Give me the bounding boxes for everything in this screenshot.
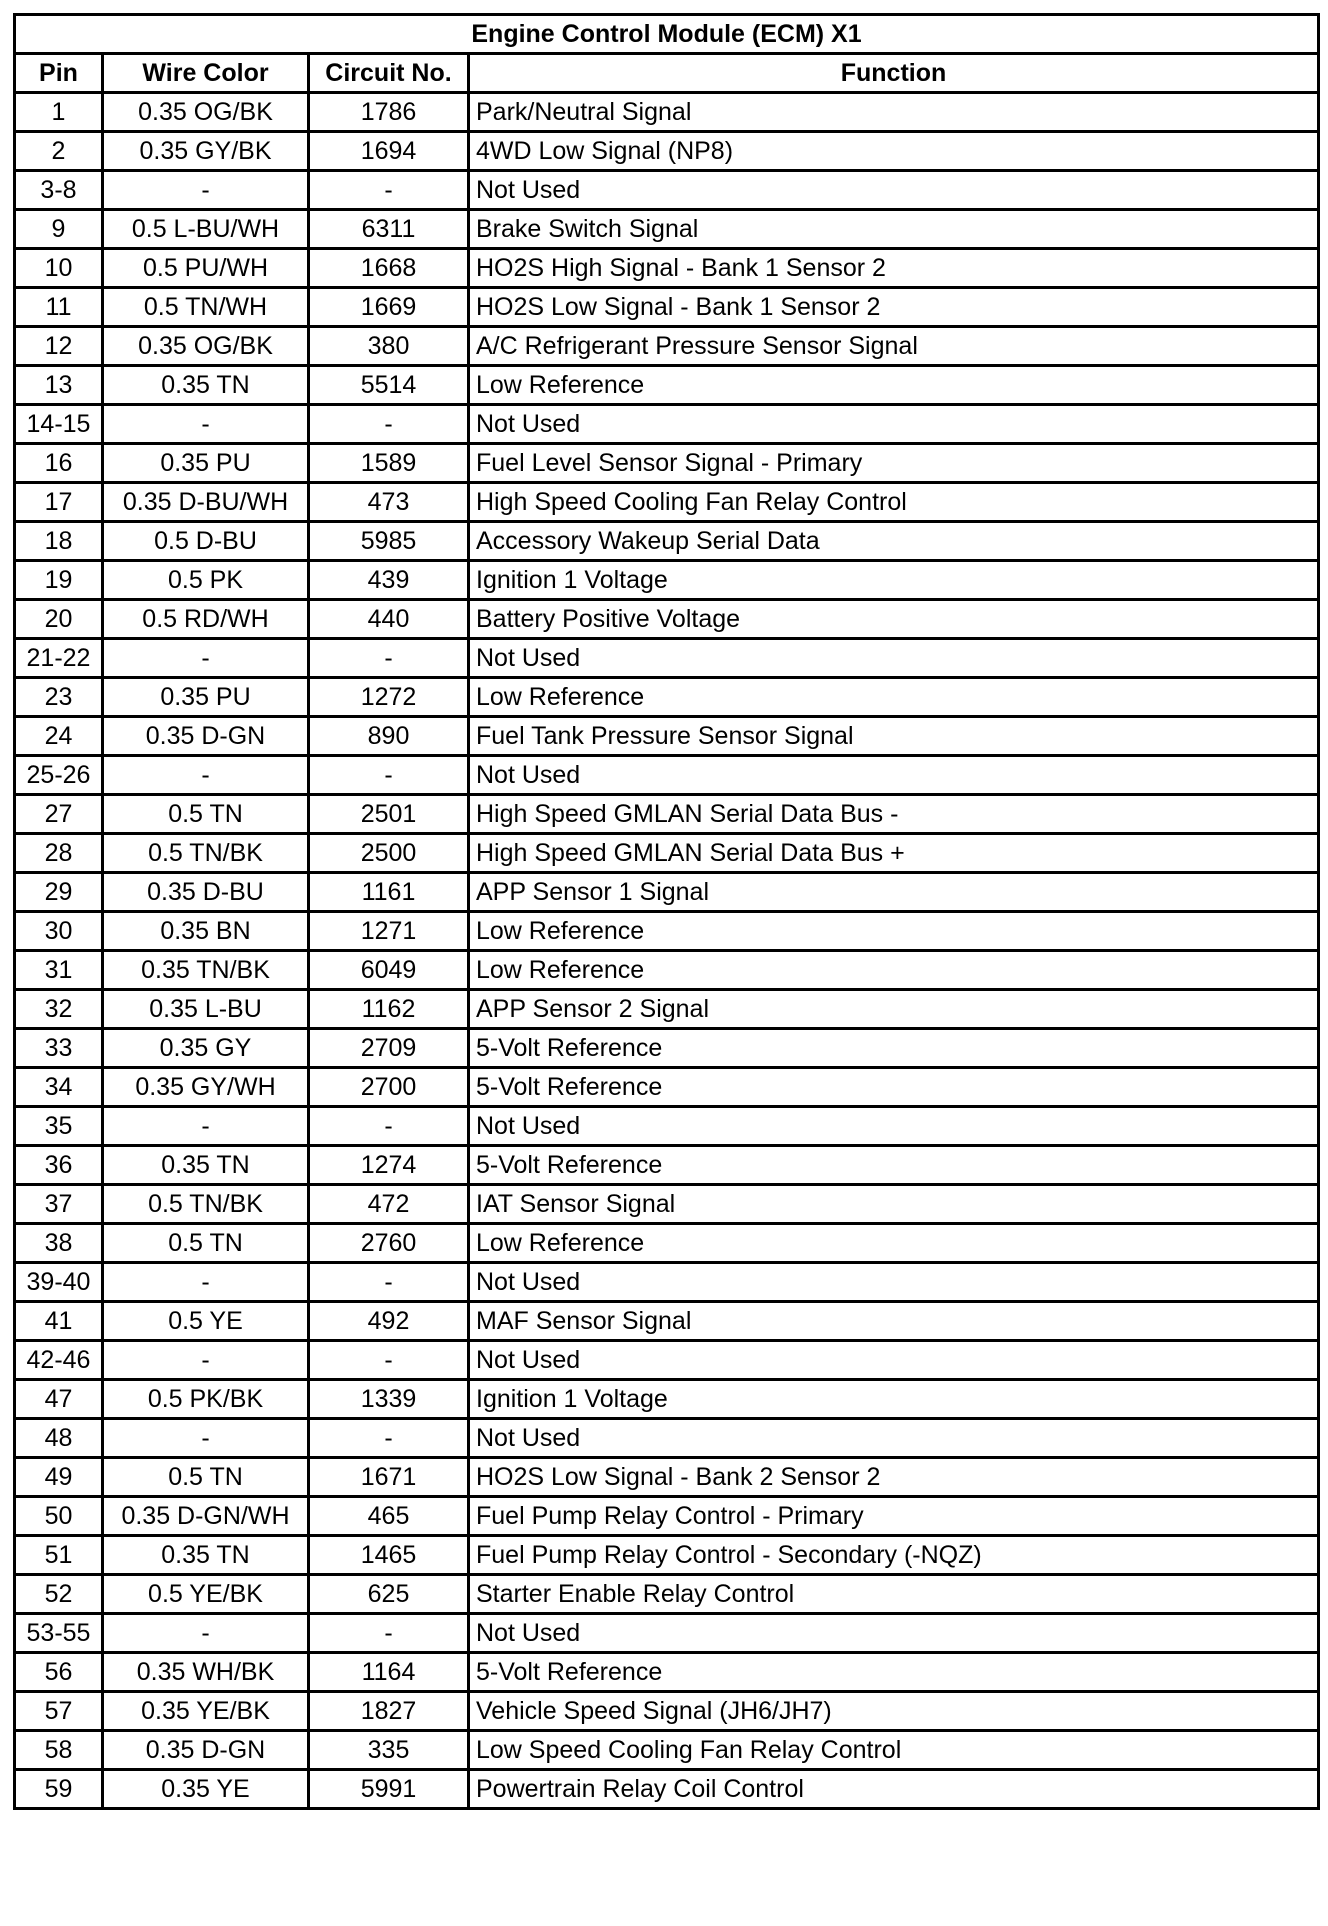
function-cell: High Speed GMLAN Serial Data Bus +	[469, 834, 1319, 873]
pin-cell: 57	[15, 1692, 103, 1731]
pin-cell: 58	[15, 1731, 103, 1770]
wire-color-cell: 0.35 D-BU/WH	[103, 483, 309, 522]
circuit-no-cell: 1161	[309, 873, 469, 912]
pin-cell: 59	[15, 1770, 103, 1809]
wire-color-cell: 0.35 GY/BK	[103, 132, 309, 171]
function-cell: Not Used	[469, 639, 1319, 678]
wire-color-cell: 0.35 YE/BK	[103, 1692, 309, 1731]
wire-color-cell: 0.5 TN	[103, 1458, 309, 1497]
table-row	[15, 951, 1319, 990]
circuit-no-cell: 2709	[309, 1029, 469, 1068]
table-row	[15, 1263, 1319, 1302]
table-row	[15, 1770, 1319, 1809]
function-column-header: Function	[469, 54, 1319, 93]
table-row	[15, 990, 1319, 1029]
wire-color-cell: 0.5 RD/WH	[103, 600, 309, 639]
wire-color-cell: 0.5 TN/BK	[103, 834, 309, 873]
circuit-no-cell: 2501	[309, 795, 469, 834]
circuit-no-cell: 2700	[309, 1068, 469, 1107]
function-cell: Low Reference	[469, 912, 1319, 951]
wire-color-cell: 0.35 TN	[103, 1536, 309, 1575]
table-row	[15, 756, 1319, 795]
circuit-no-cell: 890	[309, 717, 469, 756]
circuit-no-cell: 380	[309, 327, 469, 366]
table-row	[15, 522, 1319, 561]
pin-cell: 28	[15, 834, 103, 873]
wire-color-cell: 0.35 TN	[103, 366, 309, 405]
wire-color-cell: 0.35 GY	[103, 1029, 309, 1068]
table-row	[15, 1419, 1319, 1458]
pin-cell: 33	[15, 1029, 103, 1068]
circuit-no-cell: 1589	[309, 444, 469, 483]
function-cell: Brake Switch Signal	[469, 210, 1319, 249]
wire-color-cell: 0.35 TN/BK	[103, 951, 309, 990]
pin-cell: 52	[15, 1575, 103, 1614]
circuit-no-cell: 1164	[309, 1653, 469, 1692]
function-cell: IAT Sensor Signal	[469, 1185, 1319, 1224]
function-cell: MAF Sensor Signal	[469, 1302, 1319, 1341]
function-cell: Powertrain Relay Coil Control	[469, 1770, 1319, 1809]
function-cell: Low Reference	[469, 366, 1319, 405]
pin-cell: 23	[15, 678, 103, 717]
table-row	[15, 93, 1319, 132]
table-row	[15, 717, 1319, 756]
circuit-no-cell: -	[309, 1614, 469, 1653]
table-title-row	[15, 15, 1319, 54]
pin-cell: 2	[15, 132, 103, 171]
circuit-no-cell: 6049	[309, 951, 469, 990]
table-row	[15, 834, 1319, 873]
function-cell: HO2S Low Signal - Bank 2 Sensor 2	[469, 1458, 1319, 1497]
wire-color-cell: 0.5 D-BU	[103, 522, 309, 561]
table-body	[15, 93, 1319, 1809]
circuit-no-cell: -	[309, 171, 469, 210]
pin-cell: 34	[15, 1068, 103, 1107]
pin-cell: 56	[15, 1653, 103, 1692]
table-row	[15, 210, 1319, 249]
circuit-no-cell: 439	[309, 561, 469, 600]
pin-column-header: Pin	[15, 54, 103, 93]
pin-cell: 41	[15, 1302, 103, 1341]
table-row	[15, 1575, 1319, 1614]
table-row	[15, 366, 1319, 405]
circuit-no-cell: 1272	[309, 678, 469, 717]
function-cell: APP Sensor 1 Signal	[469, 873, 1319, 912]
function-cell: HO2S Low Signal - Bank 1 Sensor 2	[469, 288, 1319, 327]
table-row	[15, 1458, 1319, 1497]
function-cell: Fuel Tank Pressure Sensor Signal	[469, 717, 1319, 756]
table-title: Engine Control Module (ECM) X1	[15, 15, 1319, 54]
circuit-no-cell: 5985	[309, 522, 469, 561]
wire-color-cell: -	[103, 1614, 309, 1653]
wire-color-cell: 0.5 TN/BK	[103, 1185, 309, 1224]
pin-cell: 19	[15, 561, 103, 600]
circuit-no-cell: 6311	[309, 210, 469, 249]
pin-cell: 39-40	[15, 1263, 103, 1302]
pin-cell: 37	[15, 1185, 103, 1224]
table-row	[15, 639, 1319, 678]
circuit-no-cell: 5991	[309, 1770, 469, 1809]
function-cell: Low Reference	[469, 951, 1319, 990]
table-row	[15, 1068, 1319, 1107]
pin-cell: 24	[15, 717, 103, 756]
table-row	[15, 873, 1319, 912]
table-row	[15, 1380, 1319, 1419]
pin-cell: 47	[15, 1380, 103, 1419]
circuit-no-cell: 5514	[309, 366, 469, 405]
pin-cell: 3-8	[15, 171, 103, 210]
function-cell: Not Used	[469, 405, 1319, 444]
function-cell: 5-Volt Reference	[469, 1146, 1319, 1185]
pin-cell: 21-22	[15, 639, 103, 678]
table-row	[15, 561, 1319, 600]
table-row	[15, 1185, 1319, 1224]
pin-cell: 30	[15, 912, 103, 951]
table-row	[15, 1536, 1319, 1575]
circuit-no-cell: 1668	[309, 249, 469, 288]
function-cell: Low Reference	[469, 1224, 1319, 1263]
wire-color-cell: 0.5 YE	[103, 1302, 309, 1341]
table-row	[15, 327, 1319, 366]
circuit-no-cell: 1271	[309, 912, 469, 951]
function-cell: Accessory Wakeup Serial Data	[469, 522, 1319, 561]
table-row	[15, 1107, 1319, 1146]
table-row	[15, 1497, 1319, 1536]
pin-cell: 32	[15, 990, 103, 1029]
circuit-no-cell: 1827	[309, 1692, 469, 1731]
wire-color-cell: 0.35 PU	[103, 444, 309, 483]
wire-color-cell: 0.5 PK	[103, 561, 309, 600]
pin-cell: 9	[15, 210, 103, 249]
circuit-no-cell: 1274	[309, 1146, 469, 1185]
pin-cell: 50	[15, 1497, 103, 1536]
table-row	[15, 171, 1319, 210]
pin-cell: 36	[15, 1146, 103, 1185]
circuit-no-cell: -	[309, 639, 469, 678]
wire-color-column-header: Wire Color	[103, 54, 309, 93]
function-cell: High Speed GMLAN Serial Data Bus -	[469, 795, 1319, 834]
circuit-no-cell: 1786	[309, 93, 469, 132]
pin-cell: 49	[15, 1458, 103, 1497]
pin-cell: 29	[15, 873, 103, 912]
function-cell: Fuel Level Sensor Signal - Primary	[469, 444, 1319, 483]
pin-cell: 16	[15, 444, 103, 483]
function-cell: Ignition 1 Voltage	[469, 561, 1319, 600]
wire-color-cell: 0.35 WH/BK	[103, 1653, 309, 1692]
function-cell: Fuel Pump Relay Control - Primary	[469, 1497, 1319, 1536]
table-row	[15, 1653, 1319, 1692]
circuit-no-cell: -	[309, 405, 469, 444]
pin-cell: 35	[15, 1107, 103, 1146]
circuit-no-cell: 465	[309, 1497, 469, 1536]
circuit-no-cell: 1465	[309, 1536, 469, 1575]
wire-color-cell: -	[103, 1419, 309, 1458]
function-cell: Park/Neutral Signal	[469, 93, 1319, 132]
wire-color-cell: 0.35 PU	[103, 678, 309, 717]
pin-cell: 10	[15, 249, 103, 288]
function-cell: Not Used	[469, 756, 1319, 795]
pin-cell: 42-46	[15, 1341, 103, 1380]
pin-cell: 48	[15, 1419, 103, 1458]
wire-color-cell: 0.5 TN	[103, 795, 309, 834]
circuit-no-cell: -	[309, 1341, 469, 1380]
table-row	[15, 1731, 1319, 1770]
circuit-no-cell: 625	[309, 1575, 469, 1614]
table-row	[15, 132, 1319, 171]
function-cell: High Speed Cooling Fan Relay Control	[469, 483, 1319, 522]
circuit-no-column-header: Circuit No.	[309, 54, 469, 93]
table-row	[15, 1614, 1319, 1653]
pin-cell: 17	[15, 483, 103, 522]
pin-cell: 13	[15, 366, 103, 405]
function-cell: Not Used	[469, 1419, 1319, 1458]
function-cell: 4WD Low Signal (NP8)	[469, 132, 1319, 171]
circuit-no-cell: 1671	[309, 1458, 469, 1497]
circuit-no-cell: 473	[309, 483, 469, 522]
wire-color-cell: 0.5 PK/BK	[103, 1380, 309, 1419]
function-cell: A/C Refrigerant Pressure Sensor Signal	[469, 327, 1319, 366]
circuit-no-cell: -	[309, 1263, 469, 1302]
wire-color-cell: -	[103, 171, 309, 210]
function-cell: HO2S High Signal - Bank 1 Sensor 2	[469, 249, 1319, 288]
wire-color-cell: 0.35 D-GN	[103, 1731, 309, 1770]
table-row	[15, 600, 1319, 639]
wire-color-cell: 0.5 TN/WH	[103, 288, 309, 327]
circuit-no-cell: 1694	[309, 132, 469, 171]
pin-cell: 31	[15, 951, 103, 990]
pin-cell: 1	[15, 93, 103, 132]
pin-cell: 25-26	[15, 756, 103, 795]
wire-color-cell: -	[103, 1341, 309, 1380]
column-header-row	[15, 54, 1319, 93]
pin-cell: 18	[15, 522, 103, 561]
wire-color-cell: 0.35 D-BU	[103, 873, 309, 912]
wire-color-cell: 0.5 YE/BK	[103, 1575, 309, 1614]
wire-color-cell: 0.35 OG/BK	[103, 327, 309, 366]
function-cell: Not Used	[469, 1614, 1319, 1653]
pin-cell: 27	[15, 795, 103, 834]
wire-color-cell: 0.35 GY/WH	[103, 1068, 309, 1107]
circuit-no-cell: 1669	[309, 288, 469, 327]
pin-cell: 38	[15, 1224, 103, 1263]
function-cell: Starter Enable Relay Control	[469, 1575, 1319, 1614]
function-cell: Vehicle Speed Signal (JH6/JH7)	[469, 1692, 1319, 1731]
function-cell: Not Used	[469, 1341, 1319, 1380]
pin-cell: 53-55	[15, 1614, 103, 1653]
function-cell: 5-Volt Reference	[469, 1653, 1319, 1692]
wire-color-cell: -	[103, 405, 309, 444]
function-cell: Not Used	[469, 1263, 1319, 1302]
function-cell: 5-Volt Reference	[469, 1068, 1319, 1107]
circuit-no-cell: 2500	[309, 834, 469, 873]
wire-color-cell: 0.35 BN	[103, 912, 309, 951]
wire-color-cell: 0.35 YE	[103, 1770, 309, 1809]
table-row	[15, 795, 1319, 834]
table-row	[15, 1224, 1319, 1263]
wire-color-cell: 0.5 L-BU/WH	[103, 210, 309, 249]
table-row	[15, 1146, 1319, 1185]
wire-color-cell: 0.35 L-BU	[103, 990, 309, 1029]
circuit-no-cell: 440	[309, 600, 469, 639]
pin-cell: 11	[15, 288, 103, 327]
wire-color-cell: 0.35 D-GN	[103, 717, 309, 756]
table-row	[15, 444, 1319, 483]
ecm-connector-table	[13, 13, 1320, 1810]
circuit-no-cell: 1162	[309, 990, 469, 1029]
wire-color-cell: 0.35 OG/BK	[103, 93, 309, 132]
wire-color-cell: 0.5 TN	[103, 1224, 309, 1263]
function-cell: Fuel Pump Relay Control - Secondary (-NQZ)	[469, 1536, 1319, 1575]
function-cell: 5-Volt Reference	[469, 1029, 1319, 1068]
circuit-no-cell: 2760	[309, 1224, 469, 1263]
function-cell: APP Sensor 2 Signal	[469, 990, 1319, 1029]
function-cell: Not Used	[469, 171, 1319, 210]
wire-color-cell: 0.35 TN	[103, 1146, 309, 1185]
function-cell: Low Reference	[469, 678, 1319, 717]
table-row	[15, 288, 1319, 327]
circuit-no-cell: 472	[309, 1185, 469, 1224]
circuit-no-cell: 335	[309, 1731, 469, 1770]
circuit-no-cell: -	[309, 1419, 469, 1458]
table-row	[15, 1341, 1319, 1380]
wire-color-cell: -	[103, 1263, 309, 1302]
wire-color-cell: 0.5 PU/WH	[103, 249, 309, 288]
function-cell: Low Speed Cooling Fan Relay Control	[469, 1731, 1319, 1770]
pin-cell: 12	[15, 327, 103, 366]
wire-color-cell: -	[103, 1107, 309, 1146]
circuit-no-cell: 1339	[309, 1380, 469, 1419]
function-cell: Not Used	[469, 1107, 1319, 1146]
table-row	[15, 1692, 1319, 1731]
wire-color-cell: -	[103, 639, 309, 678]
wire-color-cell: 0.35 D-GN/WH	[103, 1497, 309, 1536]
wire-color-cell: -	[103, 756, 309, 795]
table-row	[15, 483, 1319, 522]
table-row	[15, 405, 1319, 444]
function-cell: Battery Positive Voltage	[469, 600, 1319, 639]
table-row	[15, 1029, 1319, 1068]
table-row	[15, 1302, 1319, 1341]
circuit-no-cell: 492	[309, 1302, 469, 1341]
pin-cell: 14-15	[15, 405, 103, 444]
pin-cell: 20	[15, 600, 103, 639]
circuit-no-cell: -	[309, 1107, 469, 1146]
pin-cell: 51	[15, 1536, 103, 1575]
circuit-no-cell: -	[309, 756, 469, 795]
table-row	[15, 912, 1319, 951]
function-cell: Ignition 1 Voltage	[469, 1380, 1319, 1419]
table-row	[15, 249, 1319, 288]
table-row	[15, 678, 1319, 717]
